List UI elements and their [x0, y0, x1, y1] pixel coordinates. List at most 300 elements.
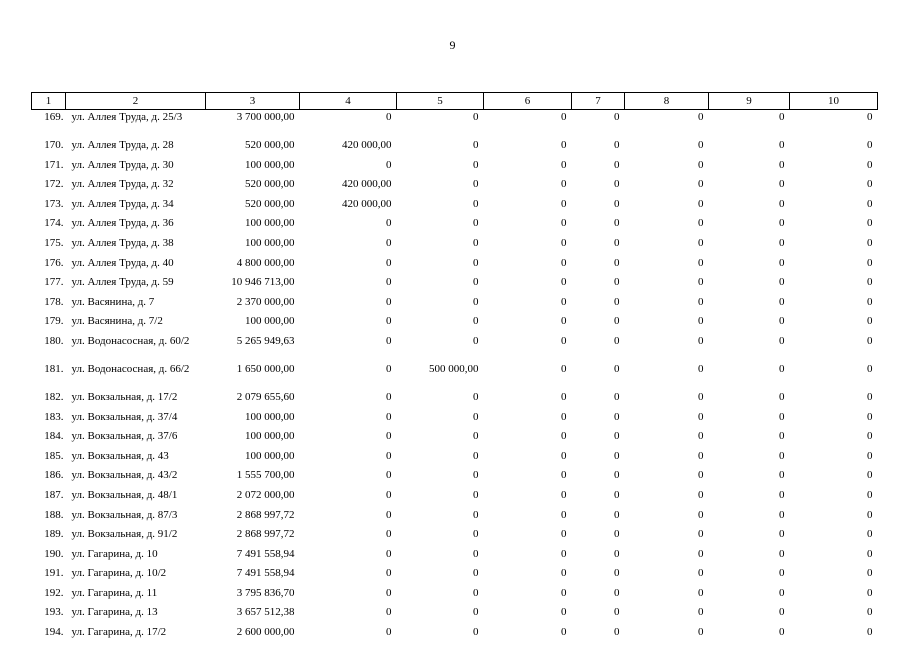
value-col-10: 0 — [867, 430, 873, 443]
value-col-10: 0 — [867, 256, 873, 269]
value-col-6: 0 — [561, 256, 567, 269]
row-number: 181. — [44, 362, 64, 375]
value-col-3: 100 000,00 — [245, 449, 295, 462]
value-col-9: 0 — [779, 606, 785, 619]
address-cell: ул. Аллея Труда, д. 28 — [71, 139, 174, 151]
value-col-7: 0 — [614, 469, 620, 482]
row-number: 183. — [44, 410, 64, 423]
value-col-8: 0 — [698, 276, 704, 289]
row-number: 188. — [44, 508, 64, 521]
value-col-4: 0 — [386, 528, 392, 541]
value-col-5: 0 — [473, 626, 479, 639]
table-row — [32, 468, 878, 488]
value-col-7: 0 — [614, 488, 620, 501]
value-col-7: 0 — [614, 158, 620, 171]
value-col-5: 0 — [473, 158, 479, 171]
table-row — [32, 110, 878, 139]
column-header-1: 1 — [32, 93, 66, 110]
value-col-7: 0 — [614, 256, 620, 269]
value-col-6: 0 — [561, 236, 567, 249]
value-col-9: 0 — [779, 111, 785, 123]
address-cell: ул. Вокзальная, д. 37/6 — [71, 430, 178, 443]
value-col-4: 0 — [386, 111, 392, 123]
value-col-7: 0 — [614, 276, 620, 289]
value-col-4: 0 — [386, 236, 392, 249]
table-row — [32, 197, 878, 217]
value-col-10: 0 — [867, 197, 873, 210]
address-cell: ул. Гагарина, д. 13 — [71, 606, 158, 619]
value-col-5: 0 — [473, 295, 479, 308]
value-col-8: 0 — [698, 469, 704, 482]
value-col-4: 0 — [386, 410, 392, 423]
budget-table — [31, 92, 878, 645]
value-col-3: 520 000,00 — [245, 197, 295, 210]
value-col-9: 0 — [779, 197, 785, 210]
value-col-3: 4 800 000,00 — [236, 256, 295, 269]
value-col-10: 0 — [867, 334, 873, 347]
value-col-6: 0 — [561, 217, 567, 230]
value-col-8: 0 — [698, 178, 704, 191]
value-col-10: 0 — [867, 528, 873, 541]
value-col-8: 0 — [698, 449, 704, 462]
value-col-4: 0 — [386, 334, 392, 347]
row-number: 180. — [44, 334, 64, 347]
value-col-9: 0 — [779, 528, 785, 541]
value-col-9: 0 — [779, 276, 785, 289]
value-col-10: 0 — [867, 362, 873, 375]
value-col-5: 0 — [473, 508, 479, 521]
table-row — [32, 547, 878, 567]
value-col-8: 0 — [698, 111, 704, 123]
page-number: 9 — [449, 38, 456, 52]
value-col-5: 0 — [473, 547, 479, 560]
value-col-7: 0 — [614, 449, 620, 462]
address-cell: ул. Гагарина, д. 17/2 — [71, 626, 167, 639]
value-col-7: 0 — [614, 334, 620, 347]
value-col-9: 0 — [779, 139, 785, 151]
value-col-5: 0 — [473, 410, 479, 423]
value-col-6: 0 — [561, 158, 567, 171]
value-col-5: 0 — [473, 567, 479, 580]
value-col-4: 0 — [386, 315, 392, 328]
row-number: 191. — [44, 567, 64, 580]
value-col-9: 0 — [779, 315, 785, 328]
value-col-8: 0 — [698, 567, 704, 580]
table-row — [32, 410, 878, 430]
row-number: 172. — [44, 178, 64, 191]
row-number: 186. — [44, 469, 64, 482]
row-number: 170. — [44, 139, 64, 151]
value-col-7: 0 — [614, 547, 620, 560]
value-col-5: 0 — [473, 139, 479, 151]
value-col-6: 0 — [561, 626, 567, 639]
address-cell: ул. Аллея Труда, д. 34 — [71, 197, 174, 210]
table-row — [32, 390, 878, 410]
value-col-3: 2 868 997,72 — [236, 528, 295, 541]
value-col-4: 0 — [386, 276, 392, 289]
address-cell: ул. Вокзальная, д. 37/4 — [71, 410, 178, 423]
row-number: 179. — [44, 315, 64, 328]
value-col-6: 0 — [561, 606, 567, 619]
address-cell: ул. Аллея Труда, д. 38 — [71, 236, 174, 249]
value-col-10: 0 — [867, 158, 873, 171]
value-col-3: 2 072 000,00 — [236, 488, 295, 501]
value-col-3: 5 265 949,63 — [236, 334, 295, 347]
row-number: 194. — [44, 626, 64, 639]
value-col-7: 0 — [614, 111, 620, 123]
row-number: 184. — [44, 430, 64, 443]
value-col-7: 0 — [614, 567, 620, 580]
value-col-6: 0 — [561, 567, 567, 580]
value-col-10: 0 — [867, 236, 873, 249]
column-header-3: 3 — [206, 93, 300, 110]
value-col-9: 0 — [779, 430, 785, 443]
table-row — [32, 429, 878, 449]
value-col-8: 0 — [698, 158, 704, 171]
value-col-6: 0 — [561, 586, 567, 599]
value-col-5: 0 — [473, 256, 479, 269]
value-col-3: 100 000,00 — [245, 410, 295, 423]
value-col-3: 2 868 997,72 — [236, 508, 295, 521]
address-cell: ул. Водонасосная, д. 66/2 — [71, 362, 190, 375]
value-col-9: 0 — [779, 390, 785, 403]
value-col-6: 0 — [561, 528, 567, 541]
value-col-10: 0 — [867, 295, 873, 308]
value-col-10: 0 — [867, 469, 873, 482]
value-col-9: 0 — [779, 567, 785, 580]
value-col-9: 0 — [779, 158, 785, 171]
address-cell: ул. Вокзальная, д. 91/2 — [71, 528, 178, 541]
value-col-10: 0 — [867, 111, 873, 123]
value-col-3: 100 000,00 — [245, 430, 295, 443]
header-row — [32, 93, 878, 110]
table-row — [32, 362, 878, 390]
value-col-5: 0 — [473, 217, 479, 230]
address-cell: ул. Аллея Труда, д. 59 — [71, 276, 174, 289]
value-col-3: 2 079 655,60 — [236, 390, 295, 403]
value-col-7: 0 — [614, 528, 620, 541]
address-cell: ул. Вокзальная, д. 43/2 — [71, 469, 178, 482]
value-col-10: 0 — [867, 178, 873, 191]
value-col-9: 0 — [779, 334, 785, 347]
value-col-6: 0 — [561, 547, 567, 560]
value-col-8: 0 — [698, 334, 704, 347]
value-col-6: 0 — [561, 488, 567, 501]
address-cell: ул. Аллея Труда, д. 32 — [71, 178, 174, 191]
value-col-5: 0 — [473, 197, 479, 210]
value-col-3: 3 700 000,00 — [236, 111, 295, 123]
table-row — [32, 158, 878, 178]
value-col-6: 0 — [561, 276, 567, 289]
value-col-8: 0 — [698, 626, 704, 639]
table-row — [32, 177, 878, 197]
address-cell: ул. Аллея Труда, д. 36 — [71, 217, 174, 230]
value-col-3: 3 657 512,38 — [236, 606, 295, 619]
value-col-5: 0 — [473, 488, 479, 501]
value-col-4: 0 — [386, 469, 392, 482]
value-col-9: 0 — [779, 626, 785, 639]
value-col-4: 0 — [386, 626, 392, 639]
value-col-8: 0 — [698, 410, 704, 423]
row-number: 174. — [44, 217, 64, 230]
value-col-3: 7 491 558,94 — [236, 547, 295, 560]
value-col-10: 0 — [867, 217, 873, 230]
value-col-9: 0 — [779, 586, 785, 599]
value-col-3: 2 370 000,00 — [236, 295, 295, 308]
row-number: 187. — [44, 488, 64, 501]
row-number: 169. — [44, 111, 64, 123]
value-col-9: 0 — [779, 236, 785, 249]
value-col-9: 0 — [779, 469, 785, 482]
column-header-6: 6 — [484, 93, 572, 110]
value-col-3: 1 650 000,00 — [236, 362, 295, 375]
row-number: 189. — [44, 528, 64, 541]
row-number: 173. — [44, 197, 64, 210]
table-row — [32, 334, 878, 362]
value-col-6: 0 — [561, 197, 567, 210]
value-col-8: 0 — [698, 528, 704, 541]
value-col-9: 0 — [779, 488, 785, 501]
value-col-9: 0 — [779, 547, 785, 560]
value-col-5: 0 — [473, 606, 479, 619]
value-col-5: 0 — [473, 236, 479, 249]
row-number: 190. — [44, 547, 64, 560]
value-col-8: 0 — [698, 315, 704, 328]
value-col-6: 0 — [561, 111, 567, 123]
value-col-3: 1 555 700,00 — [236, 469, 295, 482]
value-col-5: 0 — [473, 586, 479, 599]
value-col-3: 100 000,00 — [245, 217, 295, 230]
value-col-3: 2 600 000,00 — [236, 626, 295, 639]
value-col-4: 0 — [386, 488, 392, 501]
row-number: 193. — [44, 606, 64, 619]
value-col-4: 0 — [386, 606, 392, 619]
value-col-3: 100 000,00 — [245, 236, 295, 249]
value-col-10: 0 — [867, 410, 873, 423]
value-col-6: 0 — [561, 449, 567, 462]
value-col-3: 520 000,00 — [245, 178, 295, 191]
table-row — [32, 625, 878, 645]
column-header-9: 9 — [709, 93, 790, 110]
value-col-10: 0 — [867, 449, 873, 462]
address-cell: ул. Вокзальная, д. 17/2 — [71, 390, 178, 403]
value-col-10: 0 — [867, 276, 873, 289]
table-row — [32, 527, 878, 547]
value-col-8: 0 — [698, 508, 704, 521]
value-col-7: 0 — [614, 178, 620, 191]
value-col-10: 0 — [867, 547, 873, 560]
value-col-10: 0 — [867, 139, 873, 151]
value-col-7: 0 — [614, 217, 620, 230]
value-col-6: 0 — [561, 178, 567, 191]
value-col-7: 0 — [614, 430, 620, 443]
table-row — [32, 295, 878, 315]
value-col-7: 0 — [614, 390, 620, 403]
value-col-10: 0 — [867, 606, 873, 619]
value-col-10: 0 — [867, 586, 873, 599]
value-col-6: 0 — [561, 508, 567, 521]
value-col-6: 0 — [561, 362, 567, 375]
value-col-5: 0 — [473, 390, 479, 403]
value-col-8: 0 — [698, 197, 704, 210]
row-number: 185. — [44, 449, 64, 462]
value-col-9: 0 — [779, 362, 785, 375]
value-col-4: 0 — [386, 217, 392, 230]
value-col-10: 0 — [867, 626, 873, 639]
value-col-8: 0 — [698, 547, 704, 560]
value-col-4: 420 000,00 — [342, 139, 392, 151]
table-row — [32, 566, 878, 586]
value-col-5: 0 — [473, 111, 479, 123]
value-col-6: 0 — [561, 410, 567, 423]
address-cell: ул. Аллея Труда, д. 30 — [71, 158, 174, 171]
table-row — [32, 236, 878, 256]
value-col-10: 0 — [867, 567, 873, 580]
value-col-5: 500 000,00 — [429, 362, 479, 375]
value-col-6: 0 — [561, 139, 567, 151]
value-col-8: 0 — [698, 362, 704, 375]
value-col-3: 10 946 713,00 — [231, 276, 295, 289]
column-header-7: 7 — [572, 93, 625, 110]
table-row — [32, 314, 878, 334]
value-col-5: 0 — [473, 334, 479, 347]
value-col-4: 0 — [386, 508, 392, 521]
value-col-6: 0 — [561, 334, 567, 347]
value-col-8: 0 — [698, 139, 704, 151]
address-cell: ул. Гагарина, д. 10/2 — [71, 567, 167, 580]
value-col-9: 0 — [779, 410, 785, 423]
value-col-4: 0 — [386, 256, 392, 269]
value-col-7: 0 — [614, 626, 620, 639]
value-col-3: 7 491 558,94 — [236, 567, 295, 580]
row-number: 182. — [44, 390, 64, 403]
column-header-8: 8 — [625, 93, 709, 110]
table-row — [32, 216, 878, 236]
address-cell: ул. Водонасосная, д. 60/2 — [71, 334, 190, 347]
value-col-9: 0 — [779, 217, 785, 230]
table-body — [32, 110, 878, 645]
value-col-4: 0 — [386, 430, 392, 443]
value-col-7: 0 — [614, 362, 620, 375]
value-col-10: 0 — [867, 488, 873, 501]
value-col-10: 0 — [867, 315, 873, 328]
value-col-9: 0 — [779, 178, 785, 191]
table-row — [32, 256, 878, 276]
address-cell: ул. Вокзальная, д. 87/3 — [71, 508, 178, 521]
row-number: 175. — [44, 236, 64, 249]
column-header-4: 4 — [300, 93, 397, 110]
address-cell: ул. Вокзальная, д. 48/1 — [71, 488, 178, 501]
value-col-6: 0 — [561, 295, 567, 308]
value-col-4: 0 — [386, 586, 392, 599]
row-number: 176. — [44, 256, 64, 269]
value-col-3: 100 000,00 — [245, 315, 295, 328]
value-col-6: 0 — [561, 430, 567, 443]
address-cell: ул. Васянина, д. 7 — [71, 295, 155, 308]
value-col-6: 0 — [561, 469, 567, 482]
address-cell: ул. Гагарина, д. 10 — [71, 547, 158, 560]
value-col-3: 520 000,00 — [245, 139, 295, 151]
value-col-8: 0 — [698, 390, 704, 403]
address-cell: ул. Гагарина, д. 11 — [71, 586, 158, 599]
table-row — [32, 508, 878, 528]
value-col-8: 0 — [698, 217, 704, 230]
value-col-9: 0 — [779, 508, 785, 521]
value-col-4: 0 — [386, 362, 392, 375]
value-col-7: 0 — [614, 315, 620, 328]
value-col-7: 0 — [614, 295, 620, 308]
table-row — [32, 586, 878, 606]
value-col-4: 0 — [386, 158, 392, 171]
value-col-4: 0 — [386, 295, 392, 308]
address-cell: ул. Аллея Труда, д. 25/3 — [71, 111, 183, 123]
value-col-4: 0 — [386, 449, 392, 462]
value-col-6: 0 — [561, 315, 567, 328]
row-number: 171. — [44, 158, 64, 171]
table-row — [32, 275, 878, 295]
value-col-7: 0 — [614, 606, 620, 619]
row-number: 178. — [44, 295, 64, 308]
value-col-4: 420 000,00 — [342, 197, 392, 210]
value-col-9: 0 — [779, 295, 785, 308]
value-col-4: 0 — [386, 390, 392, 403]
table-row — [32, 605, 878, 625]
value-col-5: 0 — [473, 315, 479, 328]
value-col-5: 0 — [473, 528, 479, 541]
row-number: 177. — [44, 276, 64, 289]
row-number: 192. — [44, 586, 64, 599]
value-col-8: 0 — [698, 256, 704, 269]
address-cell: ул. Васянина, д. 7/2 — [71, 315, 163, 328]
value-col-9: 0 — [779, 256, 785, 269]
table-row — [32, 138, 878, 158]
value-col-7: 0 — [614, 410, 620, 423]
value-col-5: 0 — [473, 276, 479, 289]
value-col-4: 420 000,00 — [342, 178, 392, 191]
value-col-5: 0 — [473, 469, 479, 482]
value-col-8: 0 — [698, 236, 704, 249]
table-row — [32, 488, 878, 508]
value-col-7: 0 — [614, 197, 620, 210]
value-col-7: 0 — [614, 508, 620, 521]
value-col-8: 0 — [698, 430, 704, 443]
value-col-6: 0 — [561, 390, 567, 403]
column-header-2: 2 — [66, 93, 206, 110]
value-col-10: 0 — [867, 390, 873, 403]
value-col-5: 0 — [473, 178, 479, 191]
address-cell: ул. Аллея Труда, д. 40 — [71, 256, 174, 269]
table-row — [32, 449, 878, 469]
value-col-5: 0 — [473, 449, 479, 462]
value-col-8: 0 — [698, 586, 704, 599]
value-col-8: 0 — [698, 295, 704, 308]
value-col-4: 0 — [386, 547, 392, 560]
value-col-9: 0 — [779, 449, 785, 462]
value-col-10: 0 — [867, 508, 873, 521]
value-col-3: 100 000,00 — [245, 158, 295, 171]
value-col-4: 0 — [386, 567, 392, 580]
address-cell: ул. Вокзальная, д. 43 — [71, 449, 169, 462]
value-col-8: 0 — [698, 606, 704, 619]
value-col-5: 0 — [473, 430, 479, 443]
value-col-3: 3 795 836,70 — [236, 586, 295, 599]
value-col-7: 0 — [614, 236, 620, 249]
column-header-5: 5 — [397, 93, 484, 110]
value-col-7: 0 — [614, 139, 620, 151]
column-header-10: 10 — [790, 93, 878, 110]
value-col-8: 0 — [698, 488, 704, 501]
value-col-7: 0 — [614, 586, 620, 599]
